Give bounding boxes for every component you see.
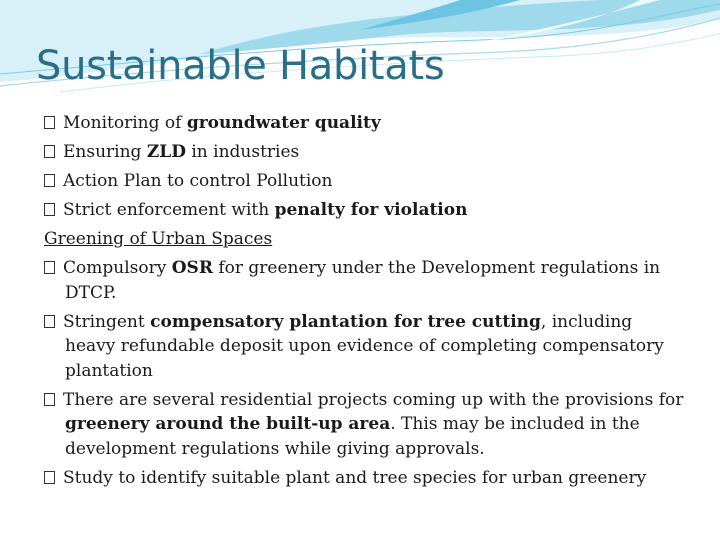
square-bullet-icon	[44, 116, 55, 129]
text-run: Greening of Urban Spaces	[44, 229, 273, 249]
square-bullet-icon	[44, 261, 55, 274]
text-run: Compulsory	[63, 258, 172, 278]
text-run: . This may be included in the development regulations while giving approvals.	[65, 414, 640, 459]
text-run: Ensuring	[63, 142, 147, 162]
bullet-item	[44, 111, 684, 136]
square-bullet-icon	[44, 471, 55, 484]
bullet-item	[44, 140, 684, 165]
text-run: There are several residential projects coming up with the provisions for	[63, 389, 684, 410]
bullet-item	[44, 388, 684, 462]
text-run: compensatory plantation for tree cutting	[150, 311, 541, 332]
text-run: in industries	[185, 142, 300, 162]
text-run: groundwater quality	[186, 113, 381, 133]
text-run: Stringent	[63, 311, 151, 332]
text-run: Action Plan to control Pollution	[63, 171, 333, 191]
section-heading	[44, 227, 684, 252]
text-run: for greenery under the Development regulations in DTCP.	[65, 258, 661, 303]
text-run: Study to identify suitable plant and tree species for urban greenery	[63, 467, 647, 488]
text-run: Strict enforcement with	[63, 200, 275, 220]
bullet-item	[44, 169, 684, 194]
bullet-item	[44, 198, 684, 223]
text-run: greenery around the built-up area	[65, 414, 391, 434]
square-bullet-icon	[44, 393, 55, 406]
bullet-item	[44, 466, 684, 491]
text-run: penalty for violation	[274, 200, 468, 220]
square-bullet-icon	[44, 145, 55, 158]
square-bullet-icon	[44, 315, 55, 328]
square-bullet-icon	[44, 174, 55, 187]
slide-title: Sustainable Habitats	[36, 43, 445, 89]
text-run: Monitoring of	[63, 113, 187, 133]
text-run: , including heavy refundable deposit upon evidence of completing compensatory plantation	[65, 311, 664, 381]
bullet-item	[44, 310, 684, 384]
text-run: ZLD	[146, 142, 186, 162]
square-bullet-icon	[44, 203, 55, 216]
slide-content	[44, 111, 684, 495]
text-run: OSR	[171, 258, 213, 278]
bullet-item	[44, 256, 684, 305]
